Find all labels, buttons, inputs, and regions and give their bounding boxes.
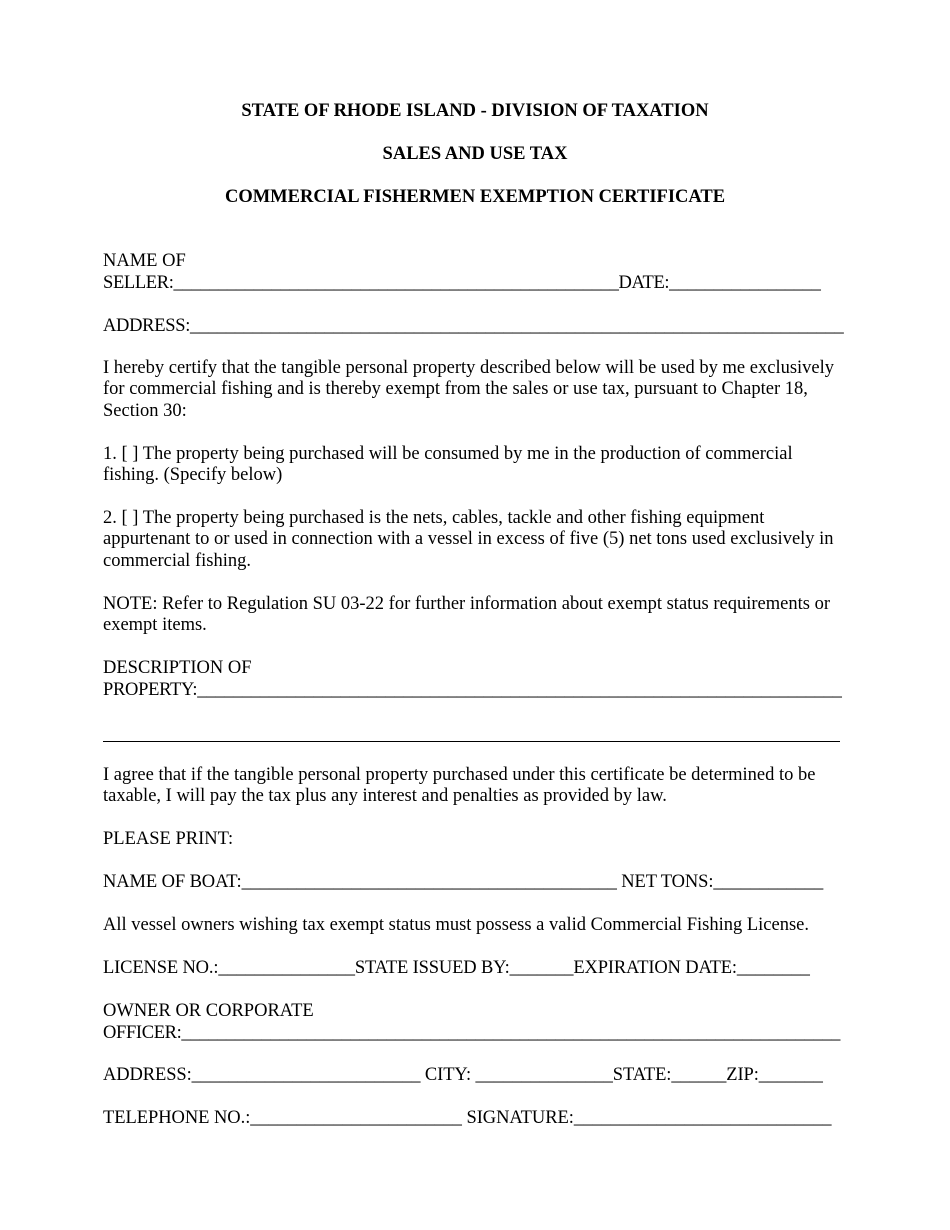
certification-statement: I hereby certify that the tangible personal property described below will be used by me exclusively for commercial fishing and is thereby exempt from the sales or use tax, pursuant to Chapter 18, Section 30: [103,358,835,421]
owner-label: OWNER OR CORPORATE [103,1001,314,1021]
telephone-signature-field[interactable]: TELEPHONE NO.:_______________________ SIGNATURE:____________________________ [103,1108,832,1128]
header-division: STATE OF RHODE ISLAND - DIVISION OF TAXATION [241,101,709,121]
page-title: COMMERCIAL FISHERMEN EXEMPTION CERTIFICATE [224,187,726,207]
boat-tonnage-field[interactable]: NAME OF BOAT:_________________________________________ NET TONS:____________ [103,872,824,892]
regulation-note: NOTE: Refer to Regulation SU 03-22 for further information about exempt status requirements or exempt items. [103,594,830,636]
option-2-equipment[interactable]: 2. [ ] The property being purchased is the nets, cables, tackle and other fishing equipment appurtenant to or used in connection with a vessel in excess of five (5) net tons used exclusively in commercial fishing. [103,508,834,571]
seller-date-field[interactable]: SELLER:__________________________________________________DATE:_________________ [103,273,821,293]
please-print-label: PLEASE PRINT: [103,829,234,849]
description-label: DESCRIPTION OF [103,658,252,678]
seller-address-field[interactable]: ADDRESS:_________________________________________________________________________ [103,316,844,336]
owner-address-field[interactable]: ADDRESS:_________________________ CITY: _______________STATE:______ZIP:_______ [103,1065,823,1085]
tax-agreement: I agree that if the tangible personal property purchased under this certificate be determined to be taxable, I will pay the tax plus any interest and penalties as provided by law. [103,765,816,807]
description-extra-line[interactable] [103,741,840,742]
license-notice: All vessel owners wishing tax exempt status must possess a valid Commercial Fishing License. [103,915,809,935]
description-field[interactable]: PROPERTY:________________________________________________________________________ [103,680,842,700]
seller-label: NAME OF [103,251,186,271]
header-tax-type: SALES AND USE TAX [382,144,568,164]
owner-field[interactable]: OFFICER:__________________________________________________________________________ [103,1023,841,1043]
license-field[interactable]: LICENSE NO.:_______________STATE ISSUED BY:_______EXPIRATION DATE:________ [103,958,810,978]
option-1-consumed[interactable]: 1. [ ] The property being purchased will be consumed by me in the production of commercial fishing. (Specify below) [103,444,793,486]
